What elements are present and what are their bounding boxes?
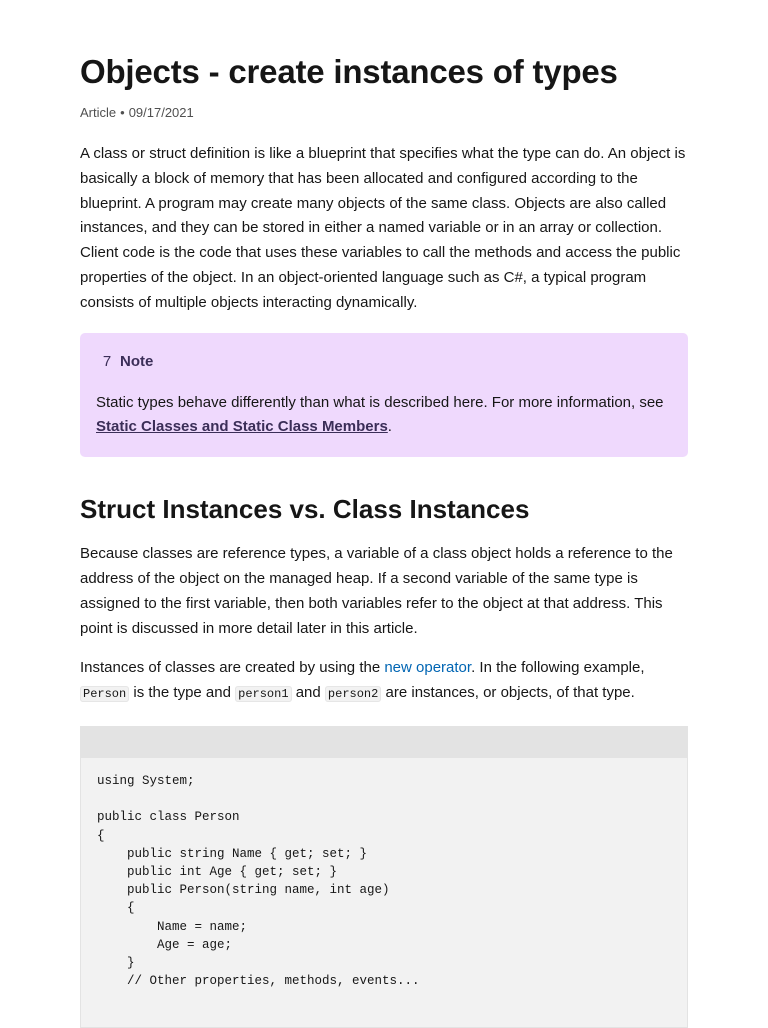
code-block-header <box>81 727 687 758</box>
inline-code-person2: person2 <box>325 686 381 702</box>
para2-text-c: is the type and <box>129 684 236 702</box>
inline-code-person: Person <box>80 686 129 702</box>
code-sample: using System; public class Person { public string Name { get; set; } public int Age { get; set; } public Person(string name, int age) { Name = name; Age = age; } // Other properties, methods, events... <box>97 773 420 989</box>
article-content <box>80 50 688 1028</box>
note-text <box>96 391 672 441</box>
note-header <box>96 351 672 373</box>
para2-text-e: are instances, or objects, of that type. <box>381 684 635 702</box>
intro-paragraph: A class or struct definition is like a blueprint that specifies what the type can do. An object is basically a block of memory that has been allocated and configured according to the blueprint. A program may create many objects of the same class. Objects are also called instances, and they can be stored in either a named variable or in an array or collection. Client code is the code that uses these variables to call the methods and access the public properties of the object. In an object-oriented language such as C#, a typical program consists of multiple objects interacting dynamically. <box>80 145 686 311</box>
inline-code-person1: person1 <box>235 686 291 702</box>
static-classes-link[interactable]: Static Classes and Static Class Members <box>96 418 388 436</box>
article-meta <box>80 104 688 122</box>
note-body: Static types behave differently than what is described here. For more information, see <box>96 393 664 411</box>
section-heading: Struct Instances vs. Class Instances <box>80 494 530 525</box>
para2-text-b: . In the following example, <box>471 659 645 677</box>
new-operator-link[interactable]: new operator <box>384 659 472 677</box>
meta-separator: • <box>120 105 125 120</box>
article-type: Article <box>80 105 117 120</box>
section-paragraph-1: Because classes are reference types, a variable of a class object holds a reference to the address of the object on the managed heap. If a second variable of the same type is assigned to the first variable, then both variables refer to the object at that address. This point is discussed in more detail later in this article. <box>80 545 673 637</box>
para2-text-a: Instances of classes are created by using the <box>80 659 385 677</box>
para2-text-d: and <box>291 684 325 702</box>
note-body-end: . <box>387 418 392 436</box>
code-block <box>80 726 688 1028</box>
section-paragraph-2 <box>80 656 688 707</box>
note-title: Note <box>120 352 154 370</box>
page-title: Objects - create instances of types <box>80 53 618 90</box>
note-icon: 7 <box>102 352 112 370</box>
note-callout <box>80 333 688 458</box>
article-date: 09/17/2021 <box>128 105 194 120</box>
